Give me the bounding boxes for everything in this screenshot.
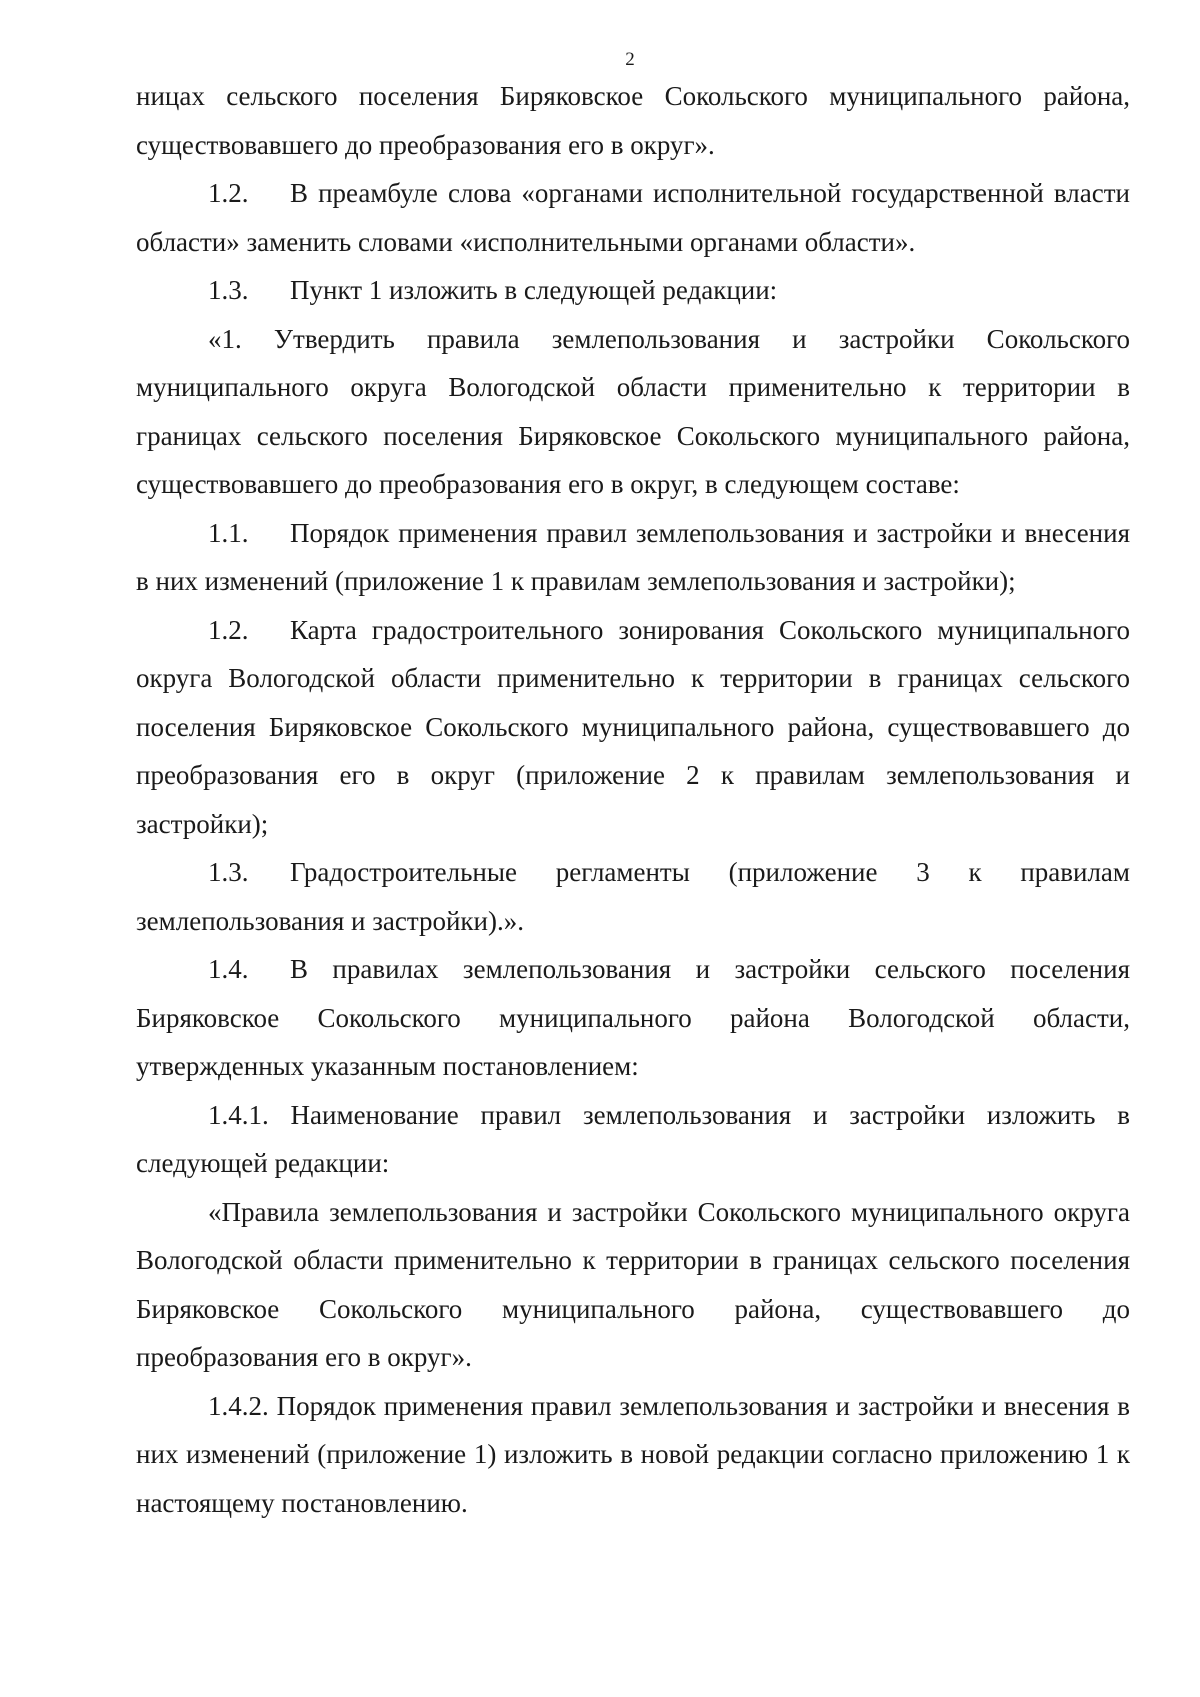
paragraph-text: Порядок применения правил землепользования и застройки и внесения в них изменений (приложение 1 к правилам землепользования и застройки); (136, 517, 1130, 596)
document-body (136, 72, 1130, 1527)
paragraph-number: 1.1. (208, 517, 249, 548)
paragraph-text: «Правила землепользования и застройки Сокольского муниципального округа Вологодской области применительно к территории в границах сельского поселения Биряковское Сокольского муниципального района, существовавшего до преобразования его в округ». (136, 1196, 1130, 1372)
paragraph-1-4 (136, 945, 1130, 1091)
paragraph-1-4-2 (136, 1382, 1130, 1528)
paragraph-number: 1.4.2. (208, 1390, 269, 1421)
paragraph-number: 1.4. (208, 954, 249, 984)
paragraph-number: 1.3. (208, 275, 249, 305)
paragraph-text: ницах сельского поселения Биряковское Сокольского муниципального района, существовавшего до преобразования его в округ». (136, 81, 1130, 160)
paragraph-sub-1-2 (136, 606, 1130, 849)
page-number: 2 (625, 49, 635, 70)
paragraph-1-2 (136, 169, 1130, 266)
paragraph-1-4-1 (136, 1091, 1130, 1188)
paragraph-text: Пункт 1 изложить в следующей редакции: (290, 275, 778, 305)
paragraph-text: В преамбуле слова «органами исполнительной государственной власти области» заменить словами «исполнительными органами области». (136, 178, 1130, 257)
paragraph-quoted-item-1 (136, 315, 1130, 509)
paragraph-number: 1.2. (208, 614, 249, 645)
paragraph-number: 1.2. (208, 178, 249, 208)
paragraph-text: «1. Утвердить правила землепользования и застройки Сокольского муниципального округа Вологодской области применительно к территории в границах сельского поселения Биряковское Сокольского муниципального района, существовавшего до преобразования его в округ, в следующем составе: (136, 323, 1130, 499)
paragraph-1-3 (136, 266, 1130, 315)
paragraph-text: Порядок применения правил землепользования и застройки и внесения в них изменений (приложение 1) изложить в новой редакции согласно приложению 1 к настоящему постановлению. (136, 1390, 1131, 1518)
paragraph-sub-1-1 (136, 509, 1130, 606)
paragraph-number: 1.4.1. (208, 1099, 269, 1130)
paragraph-text: Наименование правил землепользования и застройки изложить в следующей редакции: (136, 1099, 1130, 1178)
paragraph-text: Градостроительные регламенты (приложение 3 к правилам землепользования и застройки).». (136, 857, 1130, 936)
paragraph-number: 1.3. (208, 857, 249, 887)
paragraph-continuation (136, 72, 1130, 169)
paragraph-sub-1-3 (136, 848, 1130, 945)
paragraph-text: Карта градостроительного зонирования Сокольского муниципального округа Вологодской области применительно к территории в границах сельского поселения Биряковское Сокольского муниципального района, существовавшего до преобразования его в округ (приложение 2 к правилам землепользования и застройки); (136, 614, 1130, 839)
paragraph-text: В правилах землепользования и застройки сельского поселения Биряковское Сокольского муниципального района Вологодской области, утвержденных указанным постановлением: (136, 954, 1130, 1081)
paragraph-quoted-title (136, 1188, 1130, 1382)
